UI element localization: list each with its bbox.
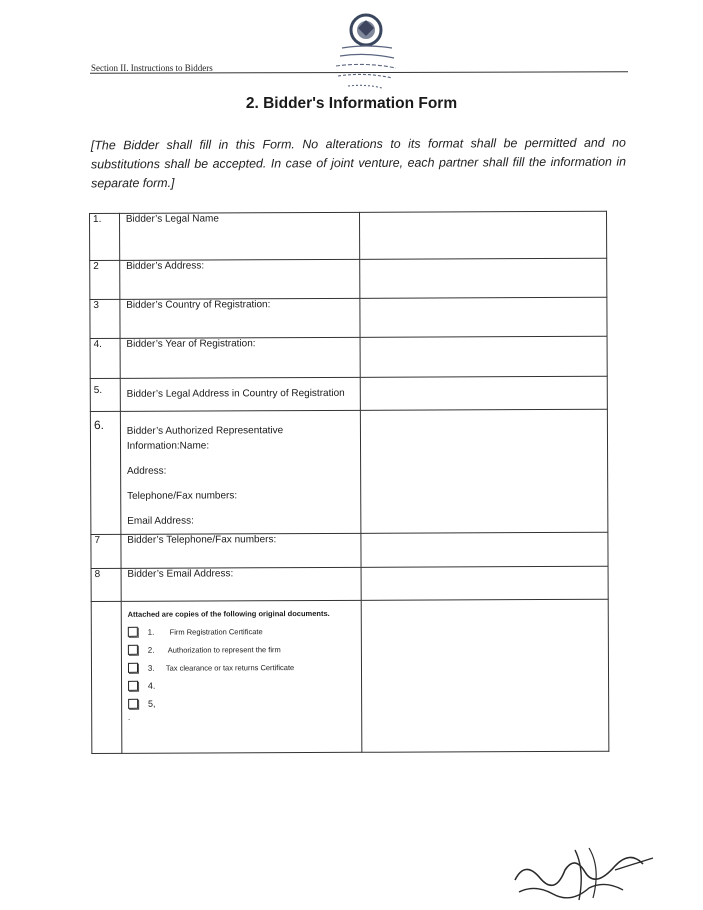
table-row [90,409,608,534]
official-seal-stamp [320,8,412,100]
attachment-text: Authorization to represent the firm [167,644,281,655]
rep-telephone-label: Telephone/Fax numbers: [127,490,238,502]
attachment-item [128,626,361,637]
rep-email-label: Email Address: [127,515,194,527]
section-header: Section II. Instructions to Bidders [91,63,213,73]
attachment-number: 2. [147,645,155,655]
checkbox[interactable] [128,627,138,637]
row-number: 4. [90,338,120,378]
table-row [90,211,607,260]
table-row [90,297,607,338]
checkbox[interactable] [128,681,138,691]
row-label: Bidder’s Year of Registration: [120,337,361,378]
form-title: 2. Bidder's Information Form [245,95,458,112]
row-number: 7 [91,534,121,568]
attachment-item [128,680,361,691]
row-value-field[interactable] [361,409,608,533]
attachment-item [128,698,361,709]
table-row [91,566,608,601]
row-label: Bidder’s Address: [120,259,361,299]
row-value-field[interactable] [361,532,608,567]
row-value-field[interactable] [360,211,607,259]
attachment-text: Firm Registration Certificate [169,626,263,637]
trailing-mark: . [128,712,131,722]
table-row [91,532,608,568]
attachment-number: 4. [147,680,156,691]
attachments-title: Attached are copies of the following original documents. [127,608,330,619]
row-value-field[interactable] [360,336,607,377]
row-value-field[interactable] [360,376,607,410]
row-number: 3 [90,299,120,338]
attachment-number: 1. [147,627,155,637]
bidder-information-table [89,211,609,754]
handwritten-signature [505,840,655,910]
row-label: Bidder’s Email Address: [121,567,362,601]
row-label: Bidder’s Authorized Representative Information:Name: [126,425,284,452]
row-number: 2 [90,260,120,299]
row-number: 8 [91,568,121,601]
row-number: 6. [90,411,120,534]
checkbox[interactable] [128,699,138,709]
authorized-representative-cell [120,410,361,534]
rep-address-label: Address: [126,465,167,477]
attachment-number: 5, [147,698,156,709]
attachments-cell [121,600,362,753]
row-number: 1. [90,213,120,260]
row-value-field[interactable] [361,566,608,600]
attachment-text: Tax clearance or tax returns Certificate [165,662,295,673]
attachment-item [128,644,361,655]
row-label: Bidder’s Legal Name [119,212,360,260]
attachments-value-field[interactable] [361,599,608,752]
row-value-field[interactable] [360,258,607,298]
row-number: 5. [90,378,120,411]
row-label: Bidder’s Legal Address in Country of Registration [120,377,361,411]
checkbox[interactable] [128,663,138,673]
row-label: Bidder’s Telephone/Fax numbers: [121,533,362,568]
table-row [90,336,607,378]
row-value-field[interactable] [360,297,607,337]
table-row [90,258,607,299]
table-row [91,599,609,753]
row-number-empty [91,601,122,753]
checkbox[interactable] [128,645,138,655]
attachment-item [128,662,361,673]
attachment-number: 3. [147,663,155,673]
table-row [90,376,607,411]
form-instructions: [The Bidder shall fill in this Form. No alterations to its format shall be permitted and no substitutions shall be accepted. In case of joint venture, each partner shall fill the information in separate form.] [90,135,627,191]
row-label: Bidder’s Country of Registration: [120,298,361,338]
